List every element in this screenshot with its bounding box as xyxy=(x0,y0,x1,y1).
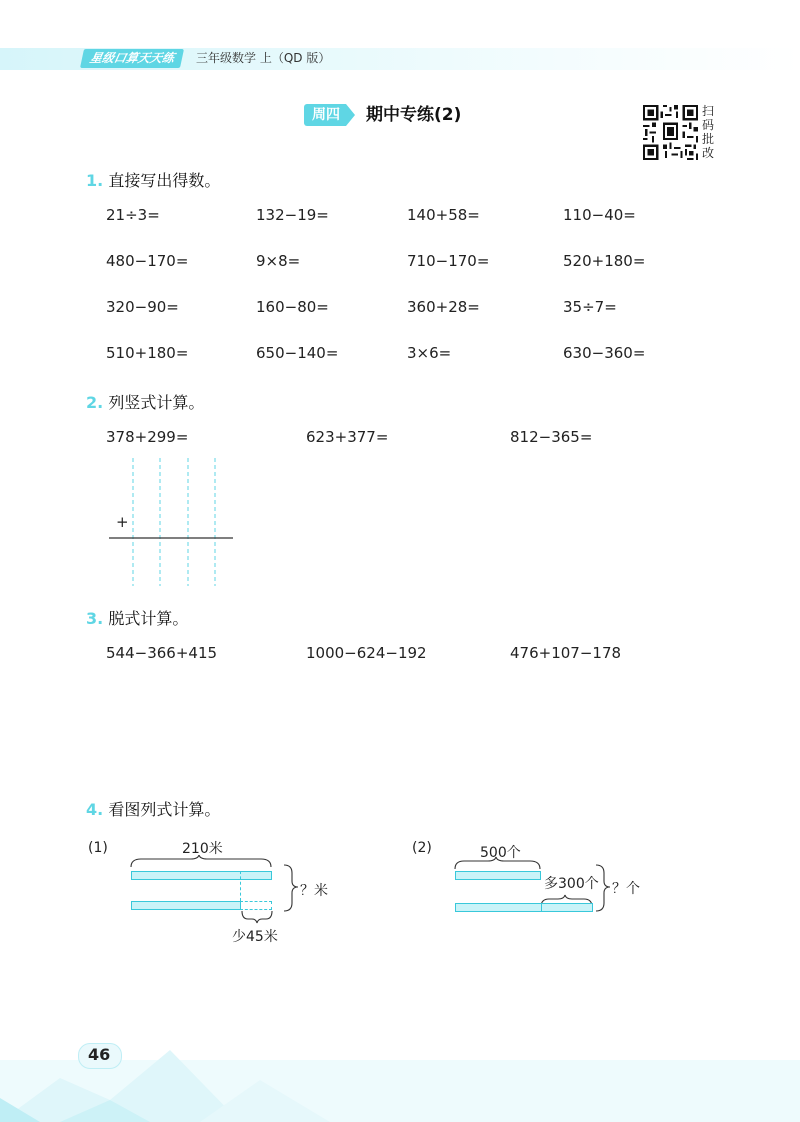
calc-item: 630−360= xyxy=(563,344,646,362)
section-4-number: 4. xyxy=(86,800,104,819)
figure-1-guide-line xyxy=(240,871,241,901)
figure-1-label: (1) xyxy=(88,840,108,856)
vertical-calc-item: 623+377= xyxy=(306,428,389,446)
section-1-title: 直接写出得数。 xyxy=(108,171,221,190)
brand-label: 星级口算天天练 xyxy=(80,49,184,68)
calc-item: 520+180= xyxy=(563,252,646,270)
day-badge: 周四 xyxy=(304,104,346,126)
figure-1-bar-bottom xyxy=(131,901,241,910)
mixed-calc-item: 476+107−178 xyxy=(510,644,622,662)
section-1-heading xyxy=(86,168,220,191)
calc-item: 710−170= xyxy=(407,252,490,270)
section-2-heading xyxy=(86,390,204,413)
figure-1-diagram xyxy=(126,855,306,927)
figure-2-question: ？个 xyxy=(612,881,640,897)
qr-code-icon[interactable] xyxy=(643,105,698,160)
plus-sign: + xyxy=(116,513,129,531)
figure-1-top-label: 210米 xyxy=(182,841,223,857)
book-title: 三年级数学 上（QD 版） xyxy=(196,51,331,65)
section-1-number: 1. xyxy=(86,171,104,190)
figure-1-difference-label: 少45米 xyxy=(232,929,278,945)
calc-item: 21÷3= xyxy=(106,206,160,224)
page-number: 46 xyxy=(88,1045,111,1064)
figure-2-bar-top xyxy=(455,871,541,880)
calc-item: 110−40= xyxy=(563,206,636,224)
figure-2-top-label: 500个 xyxy=(480,845,521,861)
figure-1-bar-top xyxy=(131,871,272,880)
section-3-number: 3. xyxy=(86,609,104,628)
mixed-calc-item: 1000−624−192 xyxy=(306,644,427,662)
calc-item: 320−90= xyxy=(106,298,179,316)
figure-1-question: ？米 xyxy=(300,883,328,899)
calc-item: 360+28= xyxy=(407,298,480,316)
figure-2-label: (2) xyxy=(412,840,432,856)
figure-2-bar-bottom xyxy=(455,903,593,912)
vertical-calc-item: 812−365= xyxy=(510,428,593,446)
calc-item: 510+180= xyxy=(106,344,189,362)
section-4-title: 看图列式计算。 xyxy=(108,800,221,819)
calc-item: 35÷7= xyxy=(563,298,617,316)
scan-to-grade-label: 扫 码 批 改 xyxy=(702,104,715,160)
mixed-calc-item: 544−366+415 xyxy=(106,644,218,662)
figure-1-missing-segment xyxy=(240,901,272,910)
calc-item: 650−140= xyxy=(256,344,339,362)
page-title: 期中专练(2) xyxy=(366,105,462,125)
section-2-title: 列竖式计算。 xyxy=(108,393,205,412)
figure-2-difference-label: 多300个 xyxy=(544,876,599,892)
section-3-title: 脱式计算。 xyxy=(108,609,189,628)
section-2-number: 2. xyxy=(86,393,104,412)
section-4-heading xyxy=(86,797,220,820)
calc-item: 480−170= xyxy=(106,252,189,270)
calc-item: 3×6= xyxy=(407,344,452,362)
section-3-heading xyxy=(86,606,188,629)
vertical-calc-item: 378+299= xyxy=(106,428,189,446)
calc-item: 140+58= xyxy=(407,206,480,224)
calc-item: 160−80= xyxy=(256,298,329,316)
figure-2-divider xyxy=(541,903,542,912)
calc-item: 132−19= xyxy=(256,206,329,224)
day-badge-arrow xyxy=(346,104,355,126)
calc-item: 9×8= xyxy=(256,252,301,270)
